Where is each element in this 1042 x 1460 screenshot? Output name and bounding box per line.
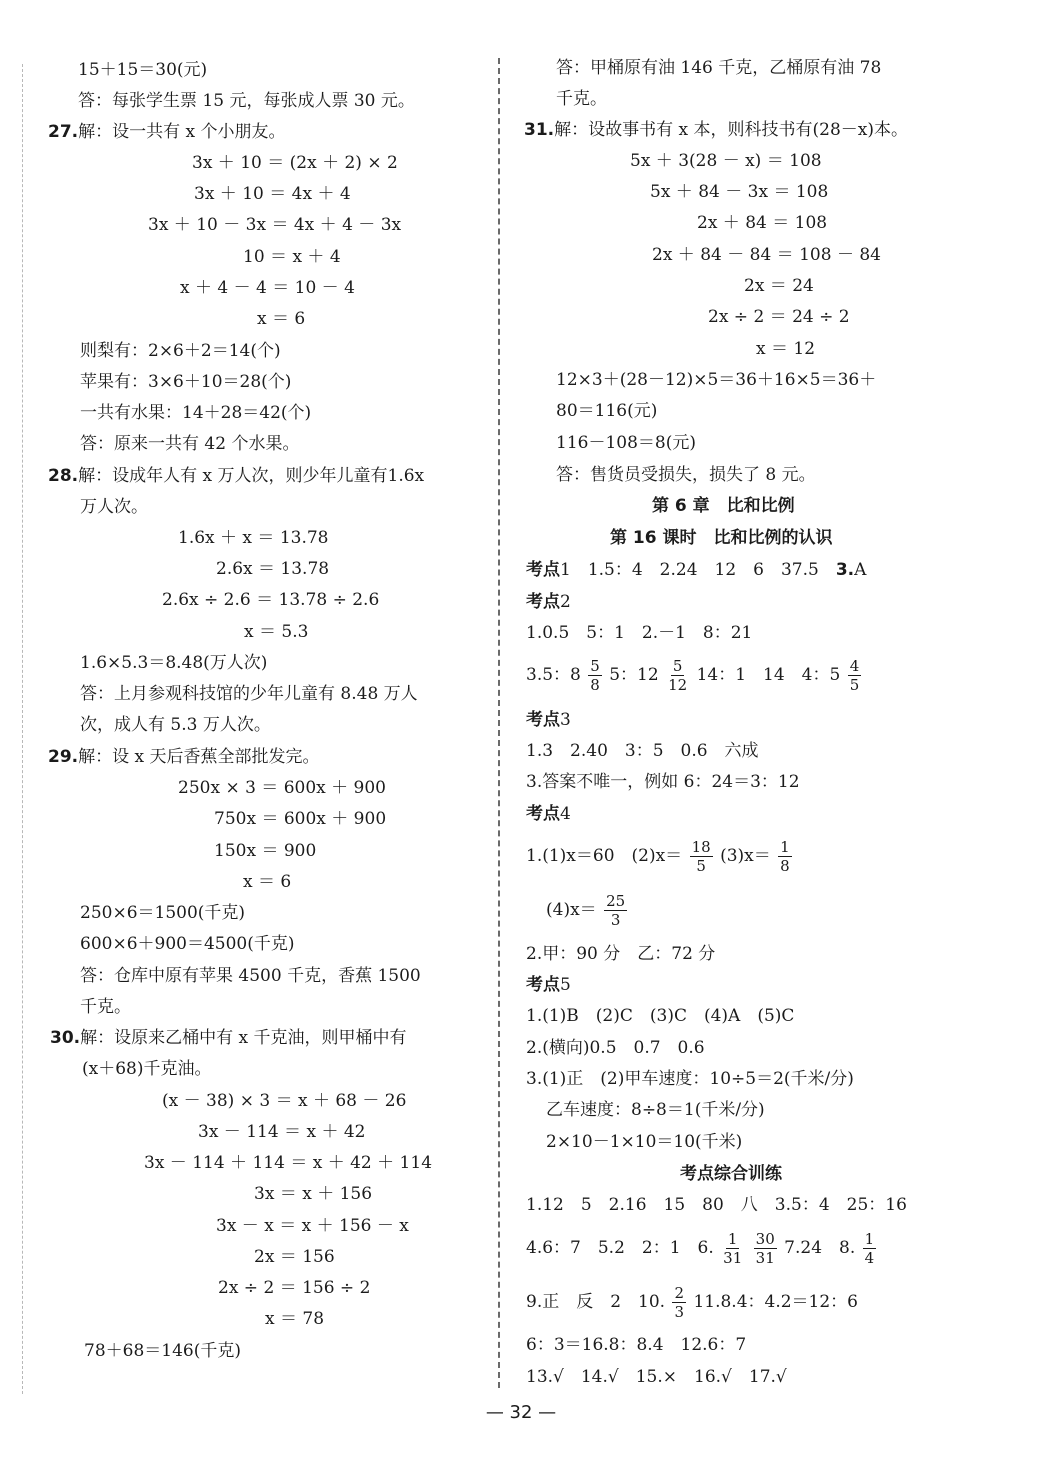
equation-line: 2x ÷ 2 ＝ 24 ÷ 2: [708, 307, 850, 327]
kaodian-number: 3: [560, 710, 571, 730]
text-segment: 1.(1)x＝60 (2)x＝: [526, 846, 683, 866]
ratio-fraction-line: [526, 653, 863, 697]
equation-line: 2x ÷ 2 ＝ 156 ÷ 2: [218, 1278, 371, 1298]
equation-line: (x － 38) × 3 ＝ x ＋ 68 － 26: [162, 1091, 407, 1111]
text-line: 250×6＝1500(千克): [80, 903, 246, 923]
equation-line: 150x ＝ 900: [214, 841, 317, 861]
numerator: 1: [727, 1230, 738, 1248]
text-line: 千克。: [556, 89, 607, 109]
numerator: 5: [590, 657, 600, 675]
text-line: 2.甲：90 分 乙：72 分: [526, 944, 716, 964]
question-number: 27.: [48, 122, 79, 142]
text-line: 1.3 2.40 3：5 0.6 六成: [526, 741, 759, 761]
text-line: 1.(1)B (2)C (3)C (4)A (5)C: [526, 1006, 795, 1026]
equation-line: x ＝ 6: [243, 872, 292, 892]
equation-line: 250x × 3 ＝ 600x ＋ 900: [178, 778, 387, 798]
equation-line: 2x ＋ 84 － 84 ＝ 108 － 84: [652, 245, 881, 265]
denominator: 12: [668, 676, 688, 694]
question-number: 30.: [50, 1028, 81, 1048]
fraction: [672, 1284, 686, 1321]
equation-line: 2x ＝ 156: [254, 1247, 335, 1267]
text-segment: 5：12: [609, 665, 659, 685]
equation-line: 5x ＋ 84 － 3x ＝ 108: [650, 182, 829, 202]
text-line: 6：3＝16.8：8.4 12.6：7: [526, 1335, 747, 1355]
text-line: 3.(1)正 (2)甲车速度：10÷5＝2(千米/分): [526, 1069, 854, 1089]
kaodian-label: 考点: [526, 710, 560, 730]
text-line: 600×6＋900＝4500(千克): [80, 934, 295, 954]
equation-line: 3x ＝ x ＋ 156: [254, 1184, 373, 1204]
numerator: 1: [780, 838, 790, 856]
kaodian-number: 5: [560, 975, 571, 995]
fraction: [666, 657, 689, 694]
text-line: 1 1.5：4 2.24 12 6 37.5: [560, 560, 836, 580]
text-segment: 14：1 14 4：5: [696, 665, 841, 685]
text-line: 万人次。: [80, 497, 148, 517]
denominator: 8: [590, 676, 600, 694]
page-number: — 32 —: [485, 1402, 557, 1423]
fraction: [754, 1230, 777, 1267]
question-number: 28.: [48, 466, 79, 486]
text-line: 解：设一共有 x 个小朋友。: [78, 122, 286, 142]
text-line: 答：仓库中原有苹果 4500 千克，香蕉 1500: [80, 966, 421, 986]
denominator: 31: [723, 1249, 743, 1267]
text-line: 2.(横向)0.5 0.7 0.6: [526, 1038, 705, 1058]
text-segment: 11.8.4：4.2＝12：6: [693, 1292, 858, 1312]
equation-line: 10 ＝ x ＋ 4: [243, 247, 341, 267]
kaodian-5-heading: [526, 974, 571, 996]
question-31: [524, 119, 908, 141]
text-line: 苹果有：3×6＋10＝28(个): [80, 372, 292, 392]
fraction: [604, 892, 627, 929]
solution-fraction-line: [546, 888, 629, 932]
equation-line: x ＝ 5.3: [244, 622, 309, 642]
equation-line: 3x ＋ 10 － 3x ＝ 4x ＋ 4 － 3x: [148, 215, 402, 235]
text-line: 116－108＝8(元): [556, 433, 696, 453]
text-line: 1.0.5 5：1 2.－1 8：21: [526, 623, 753, 643]
text-segment: (3)x＝: [720, 846, 771, 866]
kaodian-2-heading: [526, 591, 571, 613]
numerator: 1: [864, 1230, 875, 1248]
text-segment: 3.5：8: [526, 665, 581, 685]
numerator: 18: [691, 838, 711, 856]
equation-line: 3x ＋ 10 ＝ (2x ＋ 2) × 2: [192, 153, 398, 173]
question-29: [48, 746, 320, 768]
equation-line: x ＝ 78: [265, 1309, 325, 1329]
question-number: 3.: [835, 560, 855, 580]
kaodian-number: 4: [560, 804, 571, 824]
equation-line: x ＋ 4 － 4 ＝ 10 － 4: [180, 278, 355, 298]
equation-line: x ＝ 6: [257, 309, 306, 329]
denominator: 3: [610, 911, 621, 929]
fraction-answer-line: [526, 1226, 878, 1270]
text-line: 解：设故事书有 x 本，则科技书有(28－x)本。: [554, 120, 909, 140]
numerator: 4: [849, 657, 860, 675]
text-line: 解：设 x 天后香蕉全部批发完。: [78, 747, 320, 767]
text-line: 答：每张学生票 15 元，每张成人票 30 元。: [78, 91, 415, 111]
kaodian-label: 考点: [526, 592, 560, 612]
question-28: [48, 465, 424, 487]
kaodian-label: 考点: [526, 560, 560, 580]
text-line: 1.6×5.3＝8.48(万人次): [80, 653, 268, 673]
text-segment: 4.6：7 5.2 2：1 6.: [526, 1238, 714, 1258]
kaodian-label: 考点: [526, 804, 560, 824]
text-segment: 7.24 8.: [784, 1238, 856, 1258]
text-line: 千克。: [80, 997, 131, 1017]
text-line: 2×10－1×10＝10(千米): [546, 1132, 743, 1152]
numerator: 5: [672, 657, 683, 675]
text-line: 15＋15＝30(元): [78, 60, 208, 80]
equation-line: 3x － x ＝ x ＋ 156 － x: [216, 1216, 409, 1236]
text-line: 3.答案不唯一，例如 6：24＝3：12: [526, 772, 800, 792]
text-line: 解：设成年人有 x 万人次，则少年儿童有1.6x: [78, 466, 425, 486]
equation-line: 1.6x ＋ x ＝ 13.78: [178, 528, 329, 548]
text-line: 答：原来一共有 42 个水果。: [80, 434, 300, 454]
fraction: [690, 838, 713, 875]
text-line: 12×3＋(28－12)×5＝36＋16×5＝36＋: [556, 370, 877, 390]
fraction: [863, 1230, 877, 1267]
denominator: 5: [696, 857, 706, 875]
equation-line: 2x ＝ 24: [744, 276, 814, 296]
text-line: 答：售货员受损失，损失了 8 元。: [556, 465, 816, 485]
numerator: 30: [755, 1230, 775, 1248]
text-line: A: [854, 560, 867, 580]
fraction: [778, 838, 792, 875]
text-line: 解：设原来乙桶中有 x 千克油，则甲桶中有: [80, 1028, 407, 1048]
question-number: 31.: [524, 120, 555, 140]
fraction: [721, 1230, 744, 1267]
equation-line: 3x － 114 ＝ x ＋ 42: [198, 1122, 366, 1142]
equation-line: 3x － 114 ＋ 114 ＝ x ＋ 42 ＋ 114: [144, 1153, 433, 1173]
lesson-title: 第 16 课时 比和比例的认识: [610, 528, 833, 548]
kaodian-number: 2: [560, 592, 571, 612]
fraction: [848, 657, 862, 694]
denominator: 5: [849, 676, 860, 694]
binding-edge: [22, 64, 23, 1394]
column-divider: [498, 58, 500, 1388]
text-line: 80＝116(元): [556, 401, 658, 421]
numerator: 2: [674, 1284, 685, 1302]
text-line: 13.√ 14.√ 15.× 16.√ 17.√: [526, 1367, 787, 1387]
text-line: 78＋68＝146(千克): [84, 1341, 241, 1361]
equation-line: x ＝ 12: [756, 339, 816, 359]
equation-line: 750x ＝ 600x ＋ 900: [214, 809, 387, 829]
solution-fraction-line: [526, 834, 794, 878]
equation-line: 5x ＋ 3(28 － x) ＝ 108: [630, 151, 822, 171]
equation-line: 2.6x ＝ 13.78: [216, 559, 330, 579]
text-segment: (4)x＝: [546, 900, 597, 920]
text-line: 1.12 5 2.16 15 80 八 3.5：4 25：16: [526, 1195, 907, 1215]
text-line: 则梨有：2×6＋2＝14(个): [80, 341, 281, 361]
chapter-title: 第 6 章 比和比例: [652, 496, 795, 516]
equation-line: 3x ＋ 10 ＝ 4x ＋ 4: [194, 184, 351, 204]
kaodian-3-heading: [526, 709, 571, 731]
fraction-answer-line: [526, 1280, 858, 1324]
kaodian-1-answers: [526, 559, 866, 581]
text-segment: 9.正 反 2 10.: [526, 1292, 666, 1312]
denominator: 4: [864, 1249, 875, 1267]
equation-line: 2.6x ÷ 2.6 ＝ 13.78 ÷ 2.6: [162, 590, 380, 610]
numerator: 25: [606, 892, 626, 910]
kaodian-4-heading: [526, 803, 571, 825]
denominator: 8: [780, 857, 790, 875]
question-number: 29.: [48, 747, 79, 767]
fraction: [588, 657, 602, 694]
text-line: (x＋68)千克油。: [82, 1059, 212, 1079]
text-line: 一共有水果：14＋28＝42(个): [80, 403, 312, 423]
denominator: 3: [674, 1303, 685, 1321]
text-line: 答：上月参观科技馆的少年儿童有 8.48 万人: [80, 684, 418, 704]
section-title: 考点综合训练: [680, 1164, 782, 1184]
text-line: 次，成人有 5.3 万人次。: [80, 715, 271, 735]
equation-line: 2x ＋ 84 ＝ 108: [697, 213, 828, 233]
question-27: [48, 121, 286, 143]
denominator: 31: [755, 1249, 775, 1267]
text-line: 乙车速度：8÷8＝1(千米/分): [546, 1100, 765, 1120]
text-line: 答：甲桶原有油 146 千克，乙桶原有油 78: [556, 58, 882, 78]
kaodian-label: 考点: [526, 975, 560, 995]
question-30: [50, 1027, 407, 1049]
